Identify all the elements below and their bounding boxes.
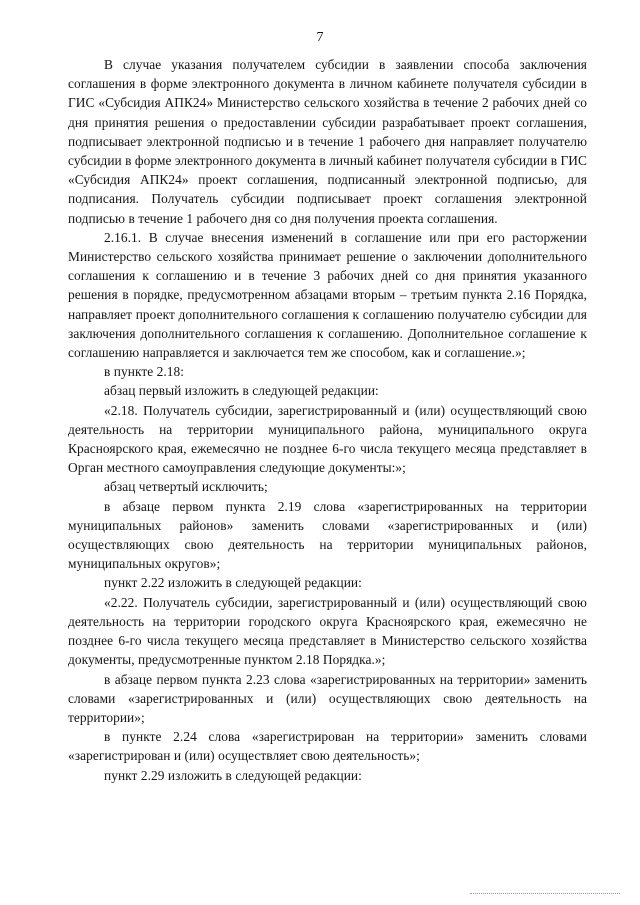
page-number: 7 (316, 30, 324, 45)
paragraph-fourth-abzac-exclude: абзац четвертый исключить; (104, 479, 268, 495)
paragraph-2-19-edit: в абзаце первом пункта 2.19 слова «зарегистрированных на территории муниципальных районов» заменить словами «зарегистрированных и (или) осуществляющих свою деятельность на территории муниципальных районов, муниципальных округов»; (68, 498, 587, 572)
paragraph-2-22-text: «2.22. Получатель субсидии, зарегистрированный и (или) осуществляющий свою деятельность на территории городского округа Красноярского края, ежемесячно не позднее 6-го числа текущего месяца представляет в Министерство сельского хозяйства документы, предусмотренные пунктом 2.18 Порядка.»; (68, 594, 587, 668)
document-body (68, 55, 587, 785)
paragraph-2-24-edit: в пункте 2.24 слова «зарегистрирован на территории» заменить словами «зарегистрирован и (или) осуществляет свою деятельность»; (68, 729, 587, 764)
paragraph-point-2-29: пункт 2.29 изложить в следующей редакции: (104, 767, 362, 783)
paragraph-electronic-agreement: В случае указания получателем субсидии в заявлении способа заключения соглашения в форме электронного документа в личном кабинете получателя субсидии в ГИС «Субсидия АПК24» Министерство сельского хозяйства в течение 2 рабочих дней со дня принятия решения о предоставлении субсидии разрабатывает проект соглашения, подписывает электронной подписью и в течение 1 рабочего дня направляет получателю субсидии в форме электронного документа в личный кабинет получателя субсидии в ГИС «Субсидия АПК24» проект соглашения, подписанный электронной подписью, для подписания. Получатель субсидии подписывает проект соглашения электронной подписью в течение 1 рабочего дня со дня получения проекта соглашения. (68, 57, 587, 226)
paragraph-2-23-edit: в абзаце первом пункта 2.23 слова «зарегистрированных на территории» заменить словами «зарегистрированных и (или) осуществляющих свою деятельность на территории»; (68, 671, 587, 725)
paragraph-2-18-text: «2.18. Получатель субсидии, зарегистрированный и (или) осуществляющий свою деятельность на территории муниципального района, муниципального округа Красноярского края, ежемесячно не позднее 6-го числа текущего месяца представляет в Орган местного самоуправления следующие документы:»; (68, 402, 587, 476)
scan-edge-divider (470, 893, 620, 898)
paragraph-first-abzac-edit: абзац первый изложить в следующей редакции: (104, 383, 379, 399)
paragraph-2-16-1: 2.16.1. В случае внесения изменений в соглашение или при его расторжении Министерство сельского хозяйства принимает решение о заключении дополнительного соглашения к соглашению и в течение 3 рабочих дней со дня принятия указанного решения в порядке, предусмотренном абзацами вторым – третьим пункта 2.16 Порядка, направляет проект дополнительного соглашения к соглашению получателю субсидии для заключения дополнительного соглашения к соглашению. Дополнительное соглашение к соглашению направляется и заключается тем же способом, как и соглашение.»; (68, 229, 587, 361)
paragraph-point-2-18: в пункте 2.18: (104, 364, 185, 380)
paragraph-point-2-22: пункт 2.22 изложить в следующей редакции: (104, 575, 362, 591)
